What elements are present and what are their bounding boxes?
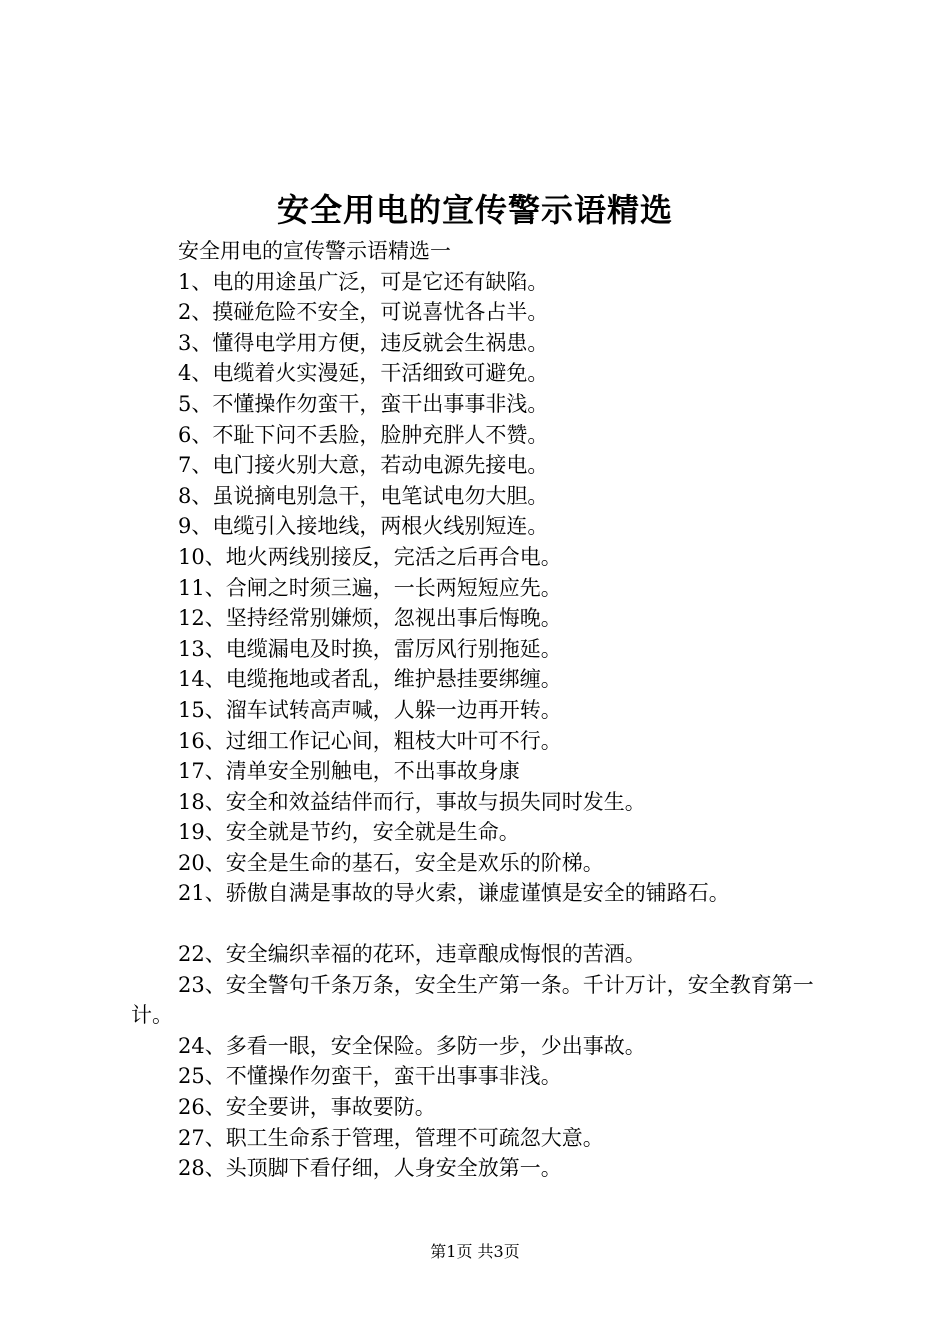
slogan-line: 24、多看一眼，安全保险。多防一步，少出事故。 <box>178 1033 646 1058</box>
slogan-line: 25、不懂操作勿蛮干，蛮干出事事非浅。 <box>178 1064 562 1089</box>
slogan-line: 15、溜车试转高声喊，人躲一边再开转。 <box>178 697 562 722</box>
slogan-line: 安全用电的宣传警示语精选一 <box>178 239 451 263</box>
slogan-line: 11、合闸之时须三遍，一长两短短应先。 <box>178 575 562 600</box>
slogan-list-part1 <box>131 236 851 909</box>
slogan-line: 26、安全要讲，事故要防。 <box>178 1095 436 1120</box>
document-body <box>131 236 851 1184</box>
slogan-line: 23、安全警句千条万条，安全生产第一条。千计万计，安全教育第一计。 <box>131 972 814 1028</box>
slogan-line: 13、电缆漏电及时换，雷厉风行别拖延。 <box>178 636 562 661</box>
slogan-line: 16、过细工作记心间，粗枝大叶可不行。 <box>178 728 562 753</box>
slogan-line: 27、职工生命系于管理，管理不可疏忽大意。 <box>178 1125 604 1150</box>
slogan-line: 7、电门接火别大意，若动电源先接电。 <box>178 453 549 478</box>
slogan-line: 2、摸碰危险不安全，可说喜忧各占半。 <box>178 300 549 325</box>
slogan-line: 1、电的用途虽广泛，可是它还有缺陷。 <box>178 269 549 294</box>
document-title: 安全用电的宣传警示语精选 <box>276 191 673 229</box>
slogan-line: 9、电缆引入接地线，两根火线别短连。 <box>178 514 549 539</box>
slogan-line: 4、电缆着火实漫延，干活细致可避免。 <box>178 361 549 386</box>
slogan-line: 19、安全就是节约，安全就是生命。 <box>178 820 520 845</box>
slogan-line: 21、骄傲自满是事故的导火索，谦虚谨慎是安全的铺路石。 <box>178 881 730 906</box>
paragraph-gap <box>131 909 851 939</box>
slogan-line: 5、不懂操作勿蛮干，蛮干出事事非浅。 <box>178 391 549 416</box>
slogan-line: 6、不耻下问不丢脸，脸肿充胖人不赞。 <box>178 422 549 447</box>
slogan-list-part2 <box>131 939 851 1184</box>
slogan-line: 17、清单安全别触电，不出事故身康 <box>178 759 520 784</box>
slogan-line: 28、头顶脚下看仔细，人身安全放第一。 <box>178 1156 562 1181</box>
slogan-line: 20、安全是生命的基石，安全是欢乐的阶梯。 <box>178 850 604 875</box>
slogan-line: 10、地火两线别接反，完活之后再合电。 <box>178 544 562 569</box>
slogan-line: 12、坚持经常别嫌烦，忽视出事后悔晚。 <box>178 606 562 631</box>
page-footer: 第1页 共3页 <box>430 1242 520 1261</box>
slogan-line: 22、安全编织幸福的花环，违章酿成悔恨的苦酒。 <box>178 942 646 967</box>
slogan-line: 14、电缆拖地或者乱，维护悬挂要绑缠。 <box>178 667 562 692</box>
slogan-line: 18、安全和效益结伴而行，事故与损失同时发生。 <box>178 789 646 814</box>
slogan-line: 8、虽说摘电别急干，电笔试电勿大胆。 <box>178 483 549 508</box>
slogan-line: 3、懂得电学用方便，违反就会生祸患。 <box>178 330 549 355</box>
